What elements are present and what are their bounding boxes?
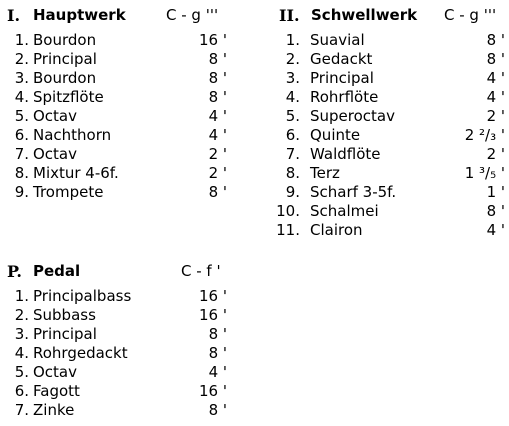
- stop-row: [279, 164, 505, 183]
- stop-pitch: 8 ': [208, 401, 227, 419]
- stop-name: Spitzflöte: [33, 88, 104, 106]
- stop-row: [7, 164, 227, 183]
- stop-number: 2.: [285, 50, 300, 68]
- stop-row: [7, 50, 227, 69]
- stop-name: Principal: [33, 325, 97, 343]
- stop-name: Octav: [33, 107, 78, 125]
- stop-number: 5.: [285, 107, 300, 125]
- stop-pitch: 8 ': [208, 88, 227, 106]
- stop-number: 7.: [14, 145, 29, 163]
- stop-number: 7.: [14, 401, 29, 419]
- stop-row: [7, 107, 227, 126]
- stop-number: 7.: [285, 145, 300, 163]
- stop-name: Subbass: [33, 306, 96, 324]
- stop-name: Zinke: [33, 401, 75, 419]
- division-numeral: P.: [7, 262, 22, 281]
- stop-name: Rohrgedackt: [33, 344, 128, 362]
- stop-pitch: 16 ': [199, 382, 227, 400]
- division-range: C - g ''': [166, 6, 219, 24]
- stop-name: Principal: [33, 50, 97, 68]
- stop-pitch: 2 ': [486, 107, 505, 125]
- stop-row: [7, 31, 227, 50]
- stop-row: [7, 183, 227, 202]
- division-name: Schwellwerk: [311, 6, 418, 24]
- stop-pitch: 8 ': [486, 50, 505, 68]
- stop-row: [279, 145, 505, 164]
- division-range: C - g ''': [444, 6, 497, 24]
- stop-name: Gedackt: [310, 50, 373, 68]
- division-hauptwerk: [7, 6, 227, 202]
- stop-number: 5.: [14, 363, 29, 381]
- stop-row: [279, 31, 505, 50]
- stop-pitch: 8 ': [208, 325, 227, 343]
- stop-pitch: 4 ': [208, 107, 227, 125]
- stop-pitch: 1 ': [486, 183, 505, 201]
- stop-name: Clairon: [310, 221, 363, 239]
- stop-pitch: 2 ': [486, 145, 505, 163]
- stop-number: 6.: [14, 126, 29, 144]
- division-header: [279, 6, 505, 25]
- stop-row: [7, 69, 227, 88]
- stop-name: Mixtur 4-6f.: [33, 164, 119, 182]
- stop-row: [7, 382, 227, 401]
- stop-row: [279, 107, 505, 126]
- stop-number: 9.: [14, 183, 29, 201]
- stop-name: Octav: [33, 145, 78, 163]
- division-header: [7, 6, 227, 25]
- stop-name: Scharf 3-5f.: [310, 183, 397, 201]
- stop-pitch: 2 ²/₃ ': [464, 126, 505, 144]
- stop-number: 3.: [14, 69, 29, 87]
- stop-number: 1.: [14, 287, 29, 305]
- stop-row: [279, 126, 505, 145]
- division-pedal: [7, 262, 227, 420]
- stop-row: [7, 287, 227, 306]
- stop-pitch: 8 ': [208, 344, 227, 362]
- stop-row: [7, 325, 227, 344]
- stop-number: 8.: [285, 164, 300, 182]
- stop-pitch: 16 ': [199, 31, 227, 49]
- stop-pitch: 2 ': [208, 164, 227, 182]
- stop-row: [279, 50, 505, 69]
- stop-number: 1.: [285, 31, 300, 49]
- stop-pitch: 8 ': [208, 183, 227, 201]
- stop-row: [7, 88, 227, 107]
- stop-pitch: 4 ': [486, 88, 505, 106]
- stop-name: Schalmei: [310, 202, 379, 220]
- stop-row: [7, 126, 227, 145]
- stop-row: [7, 363, 227, 382]
- division-range: C - f ': [181, 262, 221, 280]
- stop-name: Bourdon: [33, 69, 97, 87]
- stop-pitch: 2 ': [208, 145, 227, 163]
- stop-row: [7, 145, 227, 164]
- division-schwellwerk: [276, 6, 505, 240]
- stop-row: [279, 88, 505, 107]
- stop-pitch: 4 ': [208, 126, 227, 144]
- division-numeral: I.: [7, 6, 21, 25]
- stop-row: [279, 183, 505, 202]
- stop-name: Principal: [310, 69, 374, 87]
- stop-number: 4.: [14, 88, 29, 106]
- division-header: [7, 262, 227, 281]
- stop-pitch: 4 ': [208, 363, 227, 381]
- stop-name: Bourdon: [33, 31, 97, 49]
- stop-name: Suavial: [310, 31, 365, 49]
- stop-pitch: 8 ': [486, 202, 505, 220]
- stop-pitch: 16 ': [199, 306, 227, 324]
- stop-number: 5.: [14, 107, 29, 125]
- stop-name: Principalbass: [33, 287, 132, 305]
- stop-name: Terz: [310, 164, 340, 182]
- stop-number: 6.: [14, 382, 29, 400]
- stop-number: 2.: [14, 50, 29, 68]
- stop-pitch: 8 ': [486, 31, 505, 49]
- stop-number: 4.: [285, 88, 300, 106]
- division-name: Hauptwerk: [33, 6, 126, 24]
- stop-pitch: 16 ': [199, 287, 227, 305]
- stop-row: [7, 344, 227, 363]
- stop-pitch: 8 ': [208, 50, 227, 68]
- stop-number: 4.: [14, 344, 29, 362]
- stop-row: [279, 69, 505, 88]
- stop-row: [276, 202, 505, 221]
- stop-name: Trompete: [33, 183, 104, 201]
- stop-name: Waldflöte: [310, 145, 381, 163]
- stop-number: 1.: [14, 31, 29, 49]
- stop-pitch: 8 ': [208, 69, 227, 87]
- stop-name: Octav: [33, 363, 78, 381]
- stop-number: 9.: [285, 183, 300, 201]
- stop-pitch: 4 ': [486, 69, 505, 87]
- stop-row: [7, 306, 227, 325]
- stop-row: [7, 401, 227, 420]
- stop-row: [276, 221, 505, 240]
- division-name: Pedal: [33, 262, 81, 280]
- stop-name: Quinte: [310, 126, 361, 144]
- stop-number: 10.: [276, 202, 300, 220]
- stop-number: 3.: [285, 69, 300, 87]
- division-numeral: II.: [279, 6, 300, 25]
- stop-name: Nachthorn: [33, 126, 112, 144]
- stop-pitch: 4 ': [486, 221, 505, 239]
- stop-name: Superoctav: [310, 107, 395, 125]
- stop-pitch: 1 ³/₅ ': [464, 164, 505, 182]
- stop-number: 2.: [14, 306, 29, 324]
- stop-name: Rohrflöte: [310, 88, 379, 106]
- stop-number: 8.: [14, 164, 29, 182]
- stop-name: Fagott: [33, 382, 80, 400]
- stop-number: 11.: [276, 221, 300, 239]
- stop-number: 6.: [285, 126, 300, 144]
- stop-number: 3.: [14, 325, 29, 343]
